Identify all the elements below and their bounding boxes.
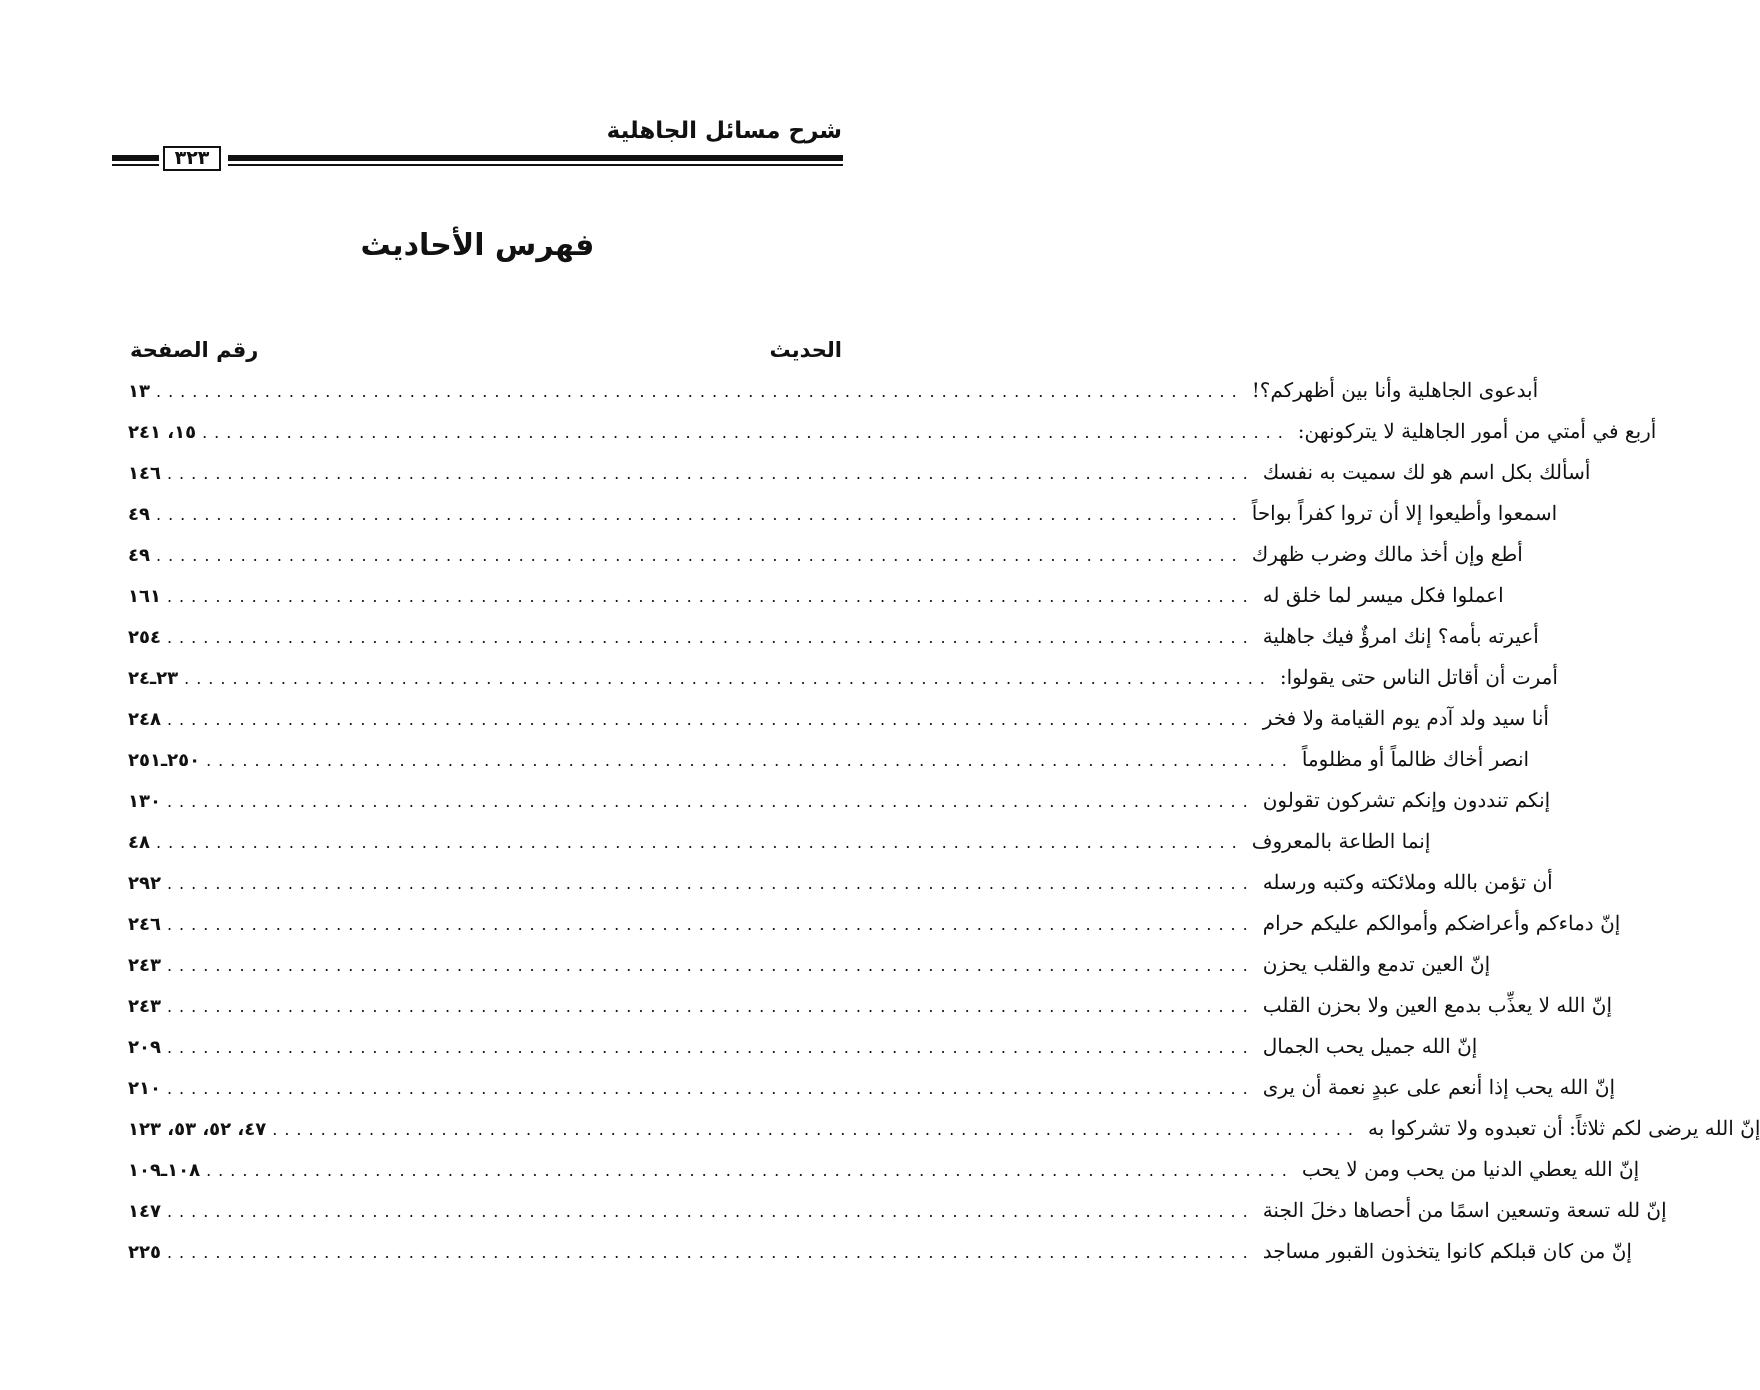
entry-hadith-text: إنّ الله يرضى لكم ثلاثاً: أن تعبدوه ولا تشركوا به [1367,1116,1760,1140]
entry-hadith-text: أسألك بكل اسم هو لك سميت به نفسك [1262,460,1591,484]
header-rule-thin [228,164,843,166]
dot-leader: .......................................................................................... [166,792,1255,811]
header-rule-thick [228,155,843,161]
index-entry [128,370,1539,411]
entry-page-numbers: ١٦١ [128,586,161,607]
hadith-index-list [128,370,1760,1272]
dot-leader: .......................................................................................... [184,669,1272,688]
dot-leader: .......................................................................................... [166,464,1255,483]
entry-hadith-text: إنكم تنددون وإنكم تشركون تقولون [1262,788,1551,812]
entry-page-numbers: ٢٥٤ [128,627,161,648]
index-entry [128,821,1431,862]
entry-hadith-text: إنّ الله يعطي الدنيا من يحب ومن لا يحب [1301,1157,1640,1181]
dot-leader: .......................................................................................... [166,1079,1255,1098]
dot-leader: .......................................................................................... [166,874,1255,893]
dot-leader: .......................................................................................... [166,710,1255,729]
index-entry [128,1149,1640,1190]
entry-hadith-text: أن تؤمن بالله وملائكته وكتبه ورسله [1262,870,1553,894]
entry-page-numbers: ١٠٨ـ١٠٩ [128,1160,201,1181]
index-entry [128,493,1558,534]
entry-hadith-text: أعيرته بأمه؟ إنك امرؤٌ فيك جاهلية [1262,624,1539,648]
page-title: فهرس الأحاديث [360,228,595,263]
index-entry [128,657,1558,698]
dot-leader: .......................................................................................... [166,1038,1255,1057]
header-rule-left-thick [112,155,159,161]
dot-leader: .......................................................................................... [155,546,1244,565]
entry-page-numbers: ١٤٦ [128,463,161,484]
column-header-page: رقم الصفحة [130,338,259,362]
dot-leader: .......................................................................................... [166,956,1255,975]
dot-leader: .......................................................................................... [166,628,1255,647]
entry-page-numbers: ٢٥٠ـ٢٥١ [128,750,201,771]
entry-page-numbers: ٢١٠ [128,1078,161,1099]
index-entry [128,534,1523,575]
index-entry [128,452,1591,493]
running-header-title: شرح مسائل الجاهلية [606,118,842,144]
dot-leader: .......................................................................................... [155,382,1244,401]
index-entry [128,698,1549,739]
entry-hadith-text: إنّ من كان قبلكم كانوا يتخذون القبور مساجد [1262,1239,1632,1263]
entry-hadith-text: أمرت أن أقاتل الناس حتى يقولوا: [1279,665,1558,689]
index-entry [128,1231,1632,1272]
dot-leader: .......................................................................................... [206,1161,1294,1180]
dot-leader: .......................................................................................... [166,997,1255,1016]
header-rule-left-thin [112,164,159,166]
dot-leader: .......................................................................................... [272,1120,1360,1139]
dot-leader: .......................................................................................... [166,915,1255,934]
entry-hadith-text: أنا سيد ولد آدم يوم القيامة ولا فخر [1262,706,1549,730]
entry-hadith-text: إنّ دماءكم وأعراضكم وأموالكم عليكم حرام [1262,911,1621,935]
header-rule-left [112,153,159,169]
page-number-box: ٣٢٣ [163,146,221,171]
index-entry [128,944,1491,985]
dot-leader: .......................................................................................... [166,1243,1255,1262]
entry-page-numbers: ٤٧، ٥٢، ٥٣، ١٢٣ [128,1119,267,1140]
index-entry [128,1026,1478,1067]
index-entry [128,903,1621,944]
entry-page-numbers: ١٣ [128,381,150,402]
header-rule [228,153,843,169]
column-header-hadith: الحديث [769,338,842,362]
index-entry [128,780,1551,821]
index-entry [128,1190,1667,1231]
entry-page-numbers: ١٣٠ [128,791,161,812]
index-entry [128,1067,1616,1108]
entry-hadith-text: أطع وإن أخذ مالك وضرب ظهرك [1251,542,1523,566]
entry-page-numbers: ٢٤٣ [128,996,161,1017]
entry-hadith-text: اسمعوا وأطيعوا إلا أن تروا كفراً بواحاً [1251,501,1558,525]
entry-page-numbers: ١٤٧ [128,1201,161,1222]
entry-hadith-text: إنّ لله تسعة وتسعين اسمًا من أحصاها دخلَ الجنة [1262,1198,1667,1222]
entry-page-numbers: ٢٣ـ٢٤ [128,668,179,689]
entry-hadith-text: انصر أخاك ظالماً أو مظلوماً [1301,747,1530,771]
entry-hadith-text: أبدعوى الجاهلية وأنا بين أظهركم؟! [1251,378,1539,402]
entry-hadith-text: إنّ الله جميل يحب الجمال [1262,1034,1478,1058]
entry-page-numbers: ٢٤٨ [128,709,161,730]
entry-page-numbers: ٢٤٦ [128,914,161,935]
entry-page-numbers: ٤٩ [128,504,150,525]
entry-hadith-text: أربع في أمتي من أمور الجاهلية لا يتركونهن: [1297,419,1657,443]
entry-hadith-text: إنّ الله يحب إذا أنعم على عبدٍ نعمة أن يرى [1262,1075,1616,1099]
entry-hadith-text: إنّ الله لا يعذِّب بدمع العين ولا بحزن القلب [1262,993,1613,1017]
index-entry [128,739,1530,780]
entry-page-numbers: ٢٤٣ [128,955,161,976]
entry-hadith-text: إنّ العين تدمع والقلب يحزن [1262,952,1491,976]
dot-leader: .......................................................................................... [166,587,1255,606]
dot-leader: .......................................................................................... [155,505,1244,524]
entry-page-numbers: ٢٠٩ [128,1037,161,1058]
dot-leader: .......................................................................................... [155,833,1244,852]
entry-page-numbers: ٤٨ [128,832,150,853]
index-entry [128,616,1539,657]
index-entry [128,985,1613,1026]
entry-page-numbers: ٢٩٢ [128,873,161,894]
entry-page-numbers: ٤٩ [128,545,150,566]
dot-leader: .......................................................................................... [202,423,1290,442]
entry-hadith-text: إنما الطاعة بالمعروف [1251,829,1431,853]
dot-leader: .......................................................................................... [206,751,1294,770]
entry-hadith-text: اعملوا فكل ميسر لما خلق له [1262,583,1504,607]
index-entry [128,862,1553,903]
index-entry [128,1108,1760,1149]
entry-page-numbers: ١٥، ٢٤١ [128,422,197,443]
index-entry [128,411,1657,452]
index-entry [128,575,1504,616]
dot-leader: .......................................................................................... [166,1202,1255,1221]
entry-page-numbers: ٢٢٥ [128,1242,161,1263]
